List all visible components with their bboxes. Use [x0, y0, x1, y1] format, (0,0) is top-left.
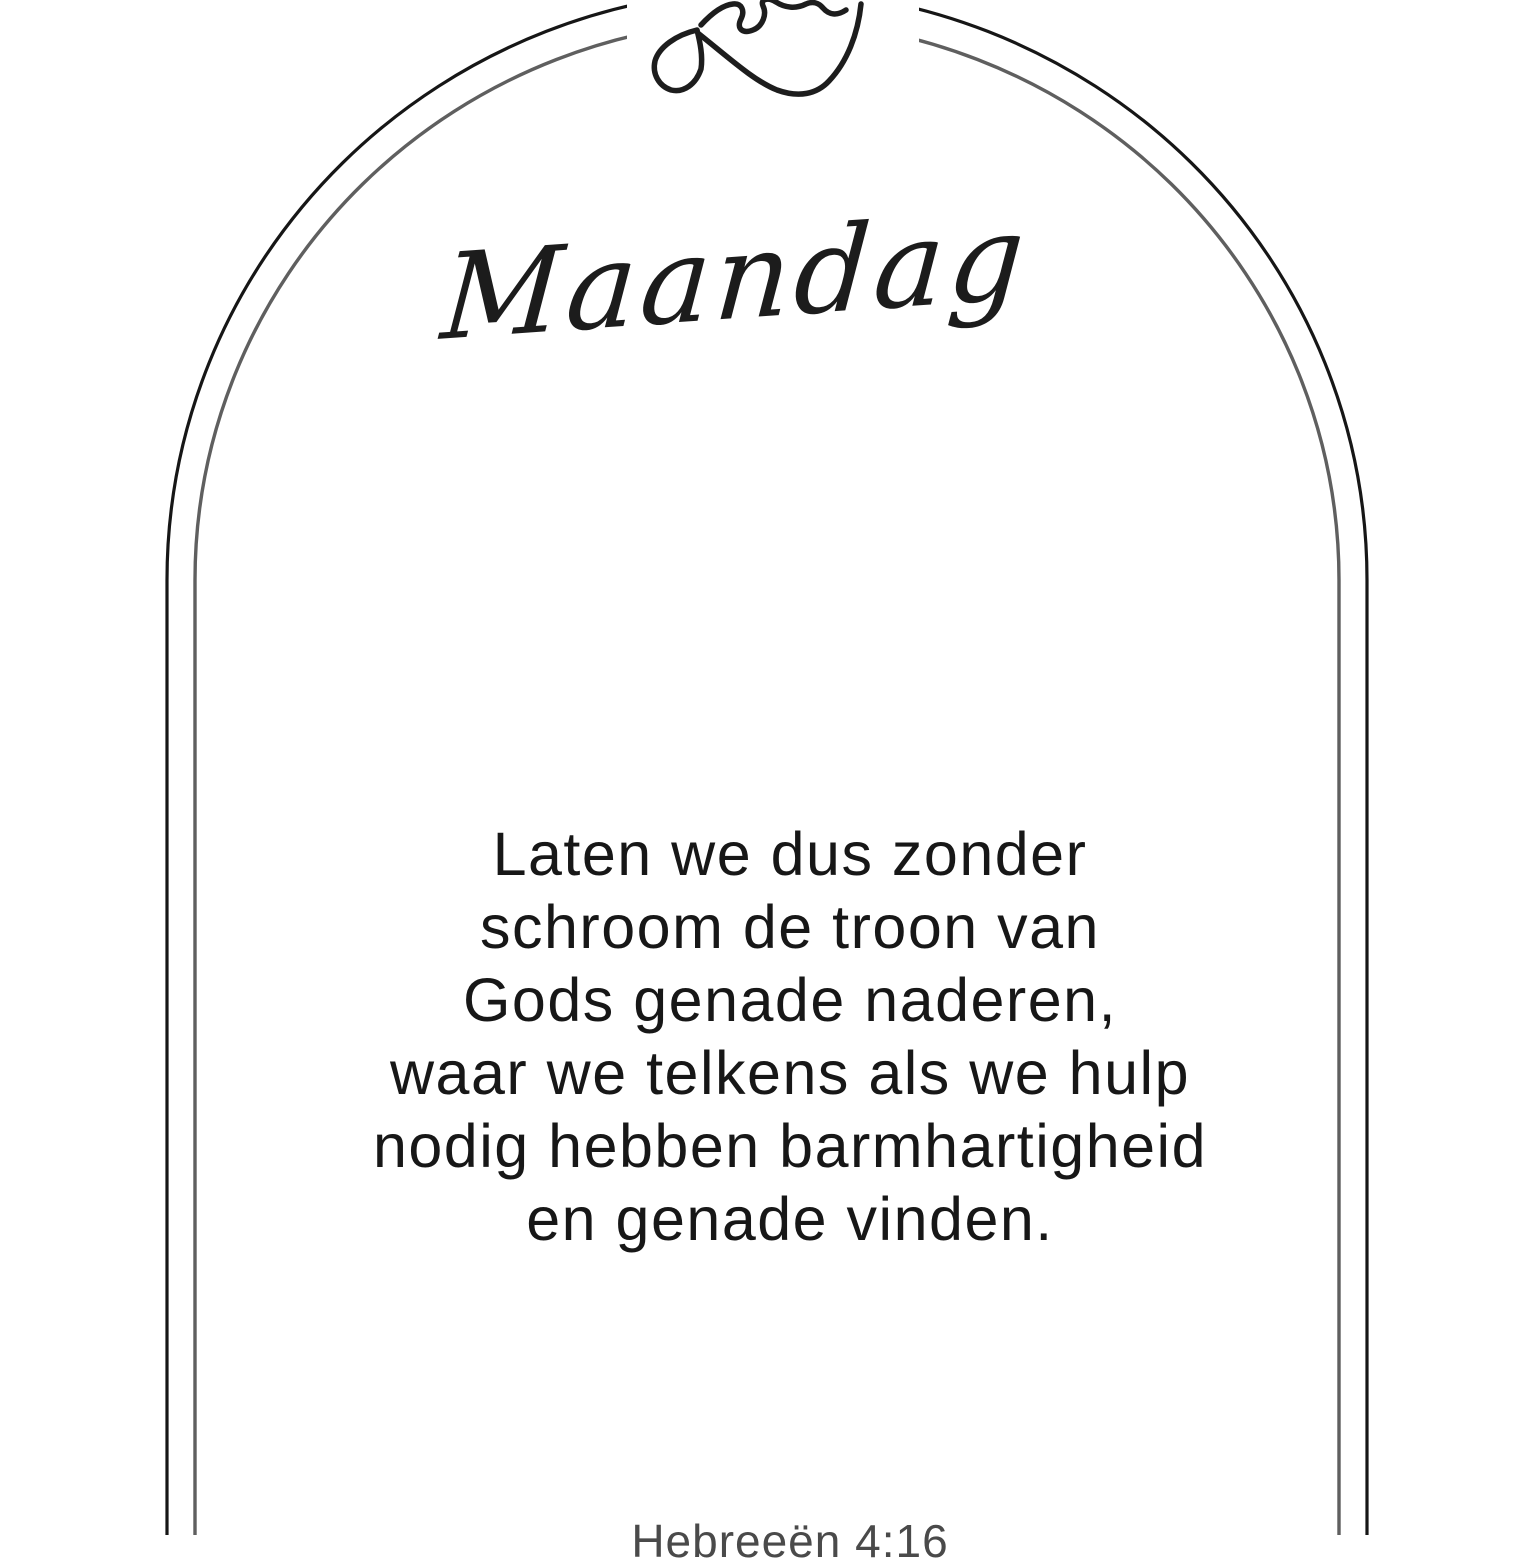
verse-line: waar we telkens als we hulp: [390, 1039, 1190, 1107]
verse-line: Gods genade naderen,: [462, 966, 1118, 1034]
verse-line: en genade vinden.: [526, 1185, 1054, 1253]
day-title: Maandag: [437, 187, 1033, 367]
verse-line: schroom de troon van: [480, 893, 1100, 961]
verse-reference-cutoff: Hebreeën 4:16: [631, 1515, 949, 1567]
verse-text: [45, 818, 1535, 1256]
verse-line: nodig hebben barmhartigheid: [372, 1112, 1208, 1180]
verse-line: Laten we dus zonder: [492, 820, 1088, 888]
arch-gap-mask: [627, 0, 919, 58]
